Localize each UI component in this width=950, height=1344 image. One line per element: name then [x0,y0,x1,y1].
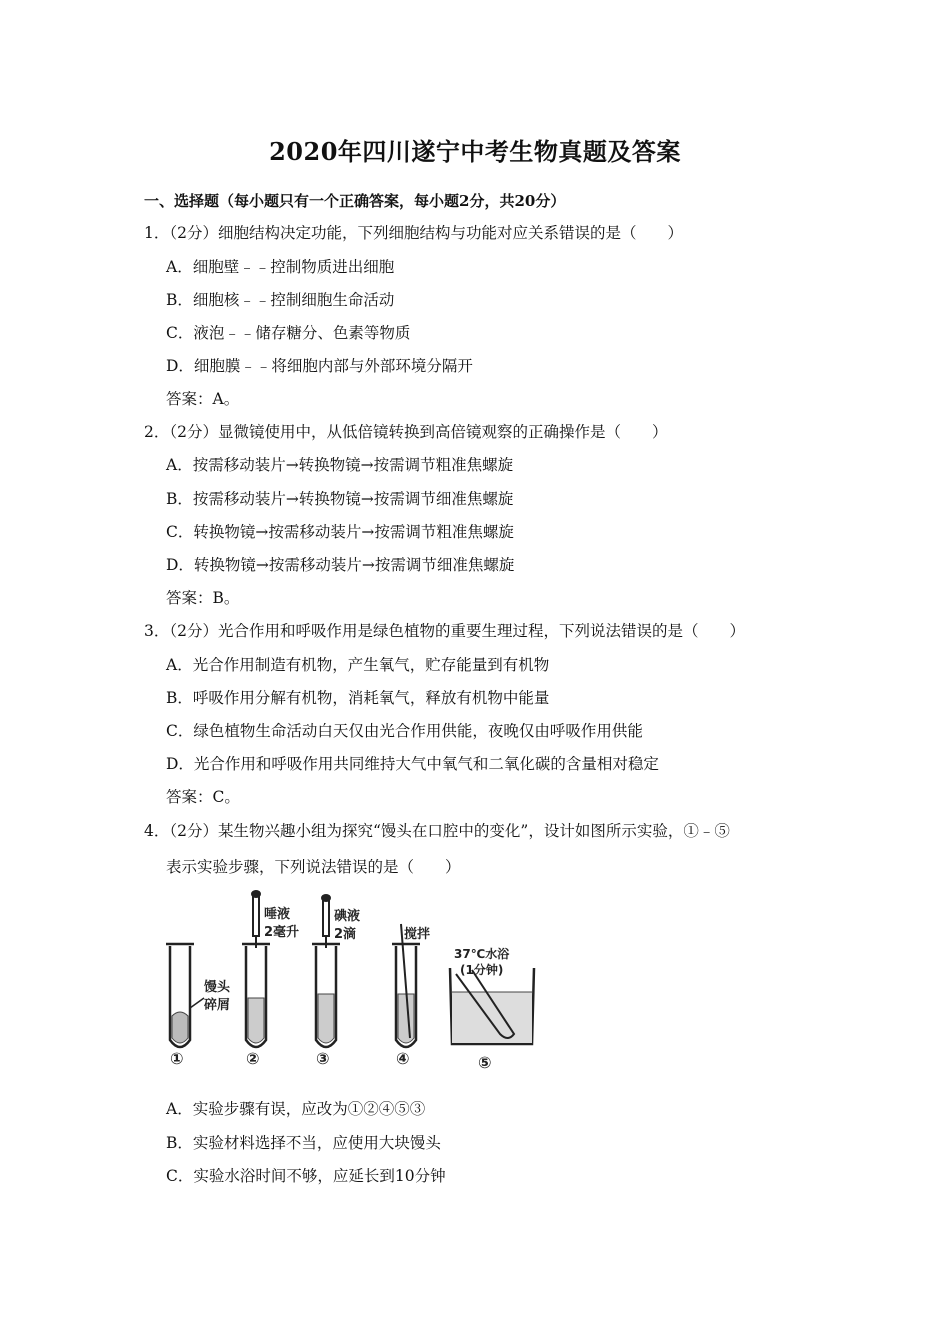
section-heading: 一、选择题（每小题只有一个正确答案，每小题2分，共20分） [144,192,566,210]
label-stir: 搅拌 [404,927,431,942]
question-3-option-b: B．呼吸作用分解有机物，消耗氧气，释放有机物中能量 [166,689,550,707]
question-1-option-a: A．细胞壁﹣﹣控制物质进出细胞 [166,258,395,276]
page-title: 2020年四川遂宁中考生物真题及答案 [269,137,681,166]
question-3-option-c: C．绿色植物生命活动白天仅由光合作用供能，夜晚仅由呼吸作用供能 [166,722,643,740]
question-4-option-c: C．实验水浴时间不够，应延长到10分钟 [166,1167,446,1185]
question-3-answer: 答案：C。 [166,788,240,806]
question-2-option-d: D．转换物镜→按需移动装片→按需调节细准焦螺旋 [166,556,515,574]
question-3-option-a: A．光合作用制造有机物，产生氧气，贮存能量到有机物 [166,656,550,674]
step-label-4: ④ [396,1049,410,1068]
step-label-5: ⑤ [478,1053,492,1072]
step-label-3: ③ [316,1049,330,1068]
question-2-option-a: A．按需移动装片→转换物镜→按需调节粗准焦螺旋 [166,456,514,474]
experiment-figure [160,888,540,1078]
question-4-stem: 4．（2分）某生物兴趣小组为探究“馒头在口腔中的变化”，设计如图所示实验，①﹣⑤ [144,822,730,840]
label-bread-1: 馒头 [204,980,231,995]
question-1-option-b: B．细胞核﹣﹣控制细胞生命活动 [166,291,395,309]
question-3-stem: 3．（2分）光合作用和呼吸作用是绿色植物的重要生理过程，下列说法错误的是（ ） [144,622,745,640]
question-2-stem: 2．（2分）显微镜使用中，从低倍镜转换到高倍镜观察的正确操作是（ ） [144,423,668,441]
label-bath-2: (1分钟) [460,963,504,977]
dropper-icon [253,894,259,936]
dropper-icon [323,898,329,936]
label-iodine-1: 碘液 [334,909,361,924]
question-2-answer: 答案：B。 [166,589,240,607]
question-2-option-b: B．按需移动装片→转换物镜→按需调节细准焦螺旋 [166,490,514,508]
question-4-option-b: B．实验材料选择不当，应使用大块馒头 [166,1134,441,1152]
step-label-1: ① [170,1049,184,1068]
test-tube-1 [166,944,204,1047]
question-1-option-d: D．细胞膜﹣﹣将细胞内部与外部环境分隔开 [166,357,473,375]
test-tube-4 [392,924,420,1047]
question-1-stem: 1．（2分）细胞结构决定功能，下列细胞结构与功能对应关系错误的是（ ） [144,224,683,242]
question-1-option-c: C．液泡﹣﹣储存糖分、色素等物质 [166,324,411,342]
question-4-stem-continued: 表示实验步骤，下列说法错误的是（ ） [166,858,461,876]
question-2-option-c: C．转换物镜→按需移动装片→按需调节粗准焦螺旋 [166,523,514,541]
label-saliva-2: 2毫升 [264,925,300,940]
question-4-option-a: A．实验步骤有误，应改为①②④⑤③ [166,1100,426,1118]
question-1-answer: 答案：A。 [166,390,240,408]
step-label-2: ② [246,1049,260,1068]
question-3-option-d: D．光合作用和呼吸作用共同维持大气中氧气和二氧化碳的含量相对稳定 [166,755,659,773]
water-bath-beaker [450,968,534,1044]
label-bread-2: 碎屑 [204,998,231,1013]
label-iodine-2: 2滴 [334,927,357,942]
label-bath-1: 37℃水浴 [454,947,510,961]
label-saliva-1: 唾液 [264,907,291,922]
